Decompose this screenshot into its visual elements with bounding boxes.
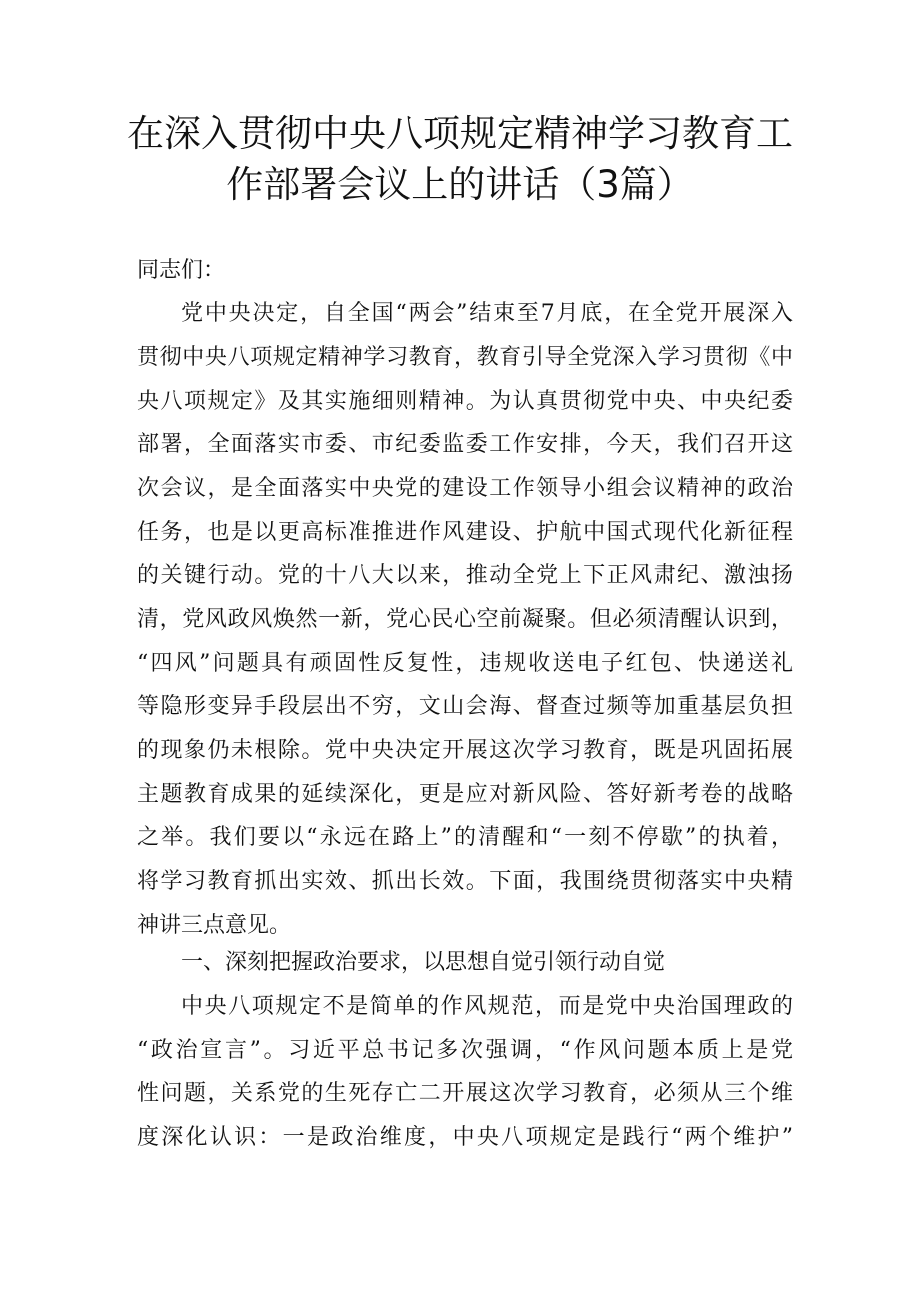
paragraph-1-line: 清，党风政风焕然一新，党心民心空前凝聚。但必须清醒认识到，	[137, 607, 793, 632]
paragraph-2-line: 中央八项规定不是简单的作风规范，而是党中央治国理政的	[181, 994, 793, 1019]
section-heading-1: 一、深刻把握政治要求，以思想自觉引领行动自觉	[181, 950, 666, 975]
document-title-line-1: 在深入贯彻中央八项规定精神学习教育工	[127, 112, 793, 155]
paragraph-1-line: 党中央决定，自全国“两会”结束至7月底，在全党开展深入	[181, 301, 793, 326]
paragraph-1-line: “四风”问题具有顽固性反复性，违规收送电子红包、快递送礼	[137, 651, 793, 676]
paragraph-1-line: 央八项规定》及其实施细则精神。为认真贯彻党中央、中央纪委	[137, 389, 793, 414]
paragraph-1-line: 等隐形变异手段层出不穷，文山会海、督查过频等加重基层负担	[137, 694, 793, 719]
document-title-line-2: 作部署会议上的讲话（3篇）	[226, 163, 694, 206]
paragraph-1-line: 神讲三点意见。	[137, 913, 292, 938]
paragraph-1-line: 的现象仍未根除。党中央决定开展这次学习教育，既是巩固拓展	[137, 738, 793, 763]
paragraph-1-line: 的关键行动。党的十八大以来，推动全党上下正风肃纪、激浊扬	[137, 563, 793, 588]
greeting: 同志们：	[137, 258, 226, 283]
paragraph-2-line: “政治宣言”。习近平总书记多次强调，“作风问题本质上是党	[137, 1038, 793, 1063]
paragraph-1-line: 贯彻中央八项规定精神学习教育，教育引导全党深入学习贯彻《中	[137, 345, 793, 370]
paragraph-1-line: 将学习教育抓出实效、抓出长效。下面，我围绕贯彻落实中央精	[137, 869, 793, 894]
paragraph-2-line: 度深化认识：一是政治维度，中央八项规定是践行“两个维护”	[137, 1125, 793, 1150]
paragraph-1-line: 部署，全面落实市委、市纪委监委工作安排，今天，我们召开这	[137, 432, 793, 457]
paragraph-1-line: 主题教育成果的延续深化，更是应对新风险、答好新考卷的战略	[137, 782, 793, 807]
paragraph-2-line: 性问题，关系党的生死存亡二开展这次学习教育，必须从三个维	[137, 1081, 793, 1106]
paragraph-1-line: 次会议，是全面落实中央党的建设工作领导小组会议精神的政治	[137, 476, 793, 501]
paragraph-1-line: 任务，也是以更高标准推进作风建设、护航中国式现代化新征程	[137, 520, 793, 545]
paragraph-1-line: 之举。我们要以“永远在路上”的清醒和“一刻不停歇”的执着，	[137, 825, 793, 850]
